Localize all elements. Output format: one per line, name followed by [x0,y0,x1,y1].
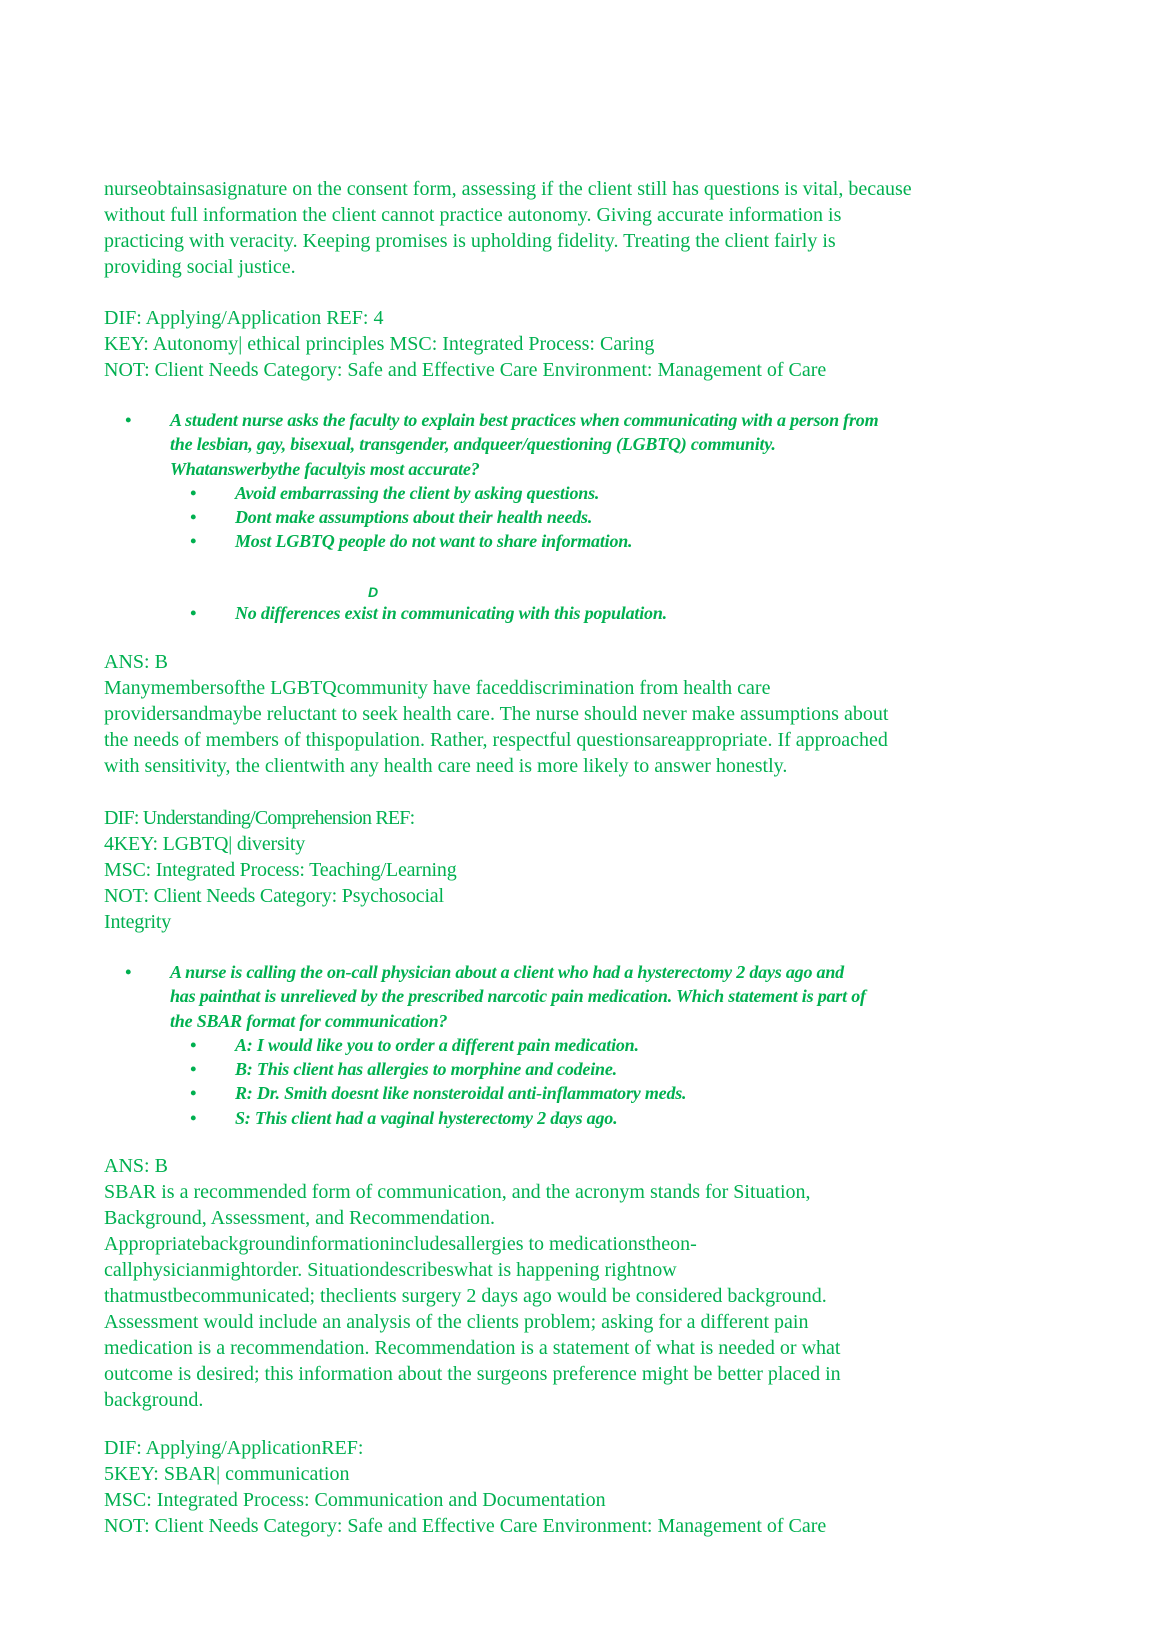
text-line: MSC: Integrated Process: Communication and Documentation [104,1489,606,1511]
text-line: 5KEY: SBAR| communication [104,1463,350,1485]
question-metadata-2 [104,805,457,935]
text-line: DIF: Understanding/Comprehension REF: [104,807,415,829]
question-text: has painthat is unrelieved by the prescribed narcotic pain medication. Which statement is part of [170,986,866,1007]
answer-2 [104,1153,841,1413]
text-line: providing social justice. [104,256,296,278]
bullet: • [190,1059,197,1080]
text-line: MSC: Integrated Process: Teaching/Learning [104,859,457,881]
text-line: Manymembersofthe LGBTQcommunity have faceddiscrimination from health care [104,677,771,699]
option-text: Avoid embarrassing the client by asking questions. [235,482,600,503]
bullet: • [190,1083,197,1104]
bullet: • [190,603,197,623]
text-line: practicing with veracity. Keeping promises is upholding fidelity. Treating the client fairly is [104,230,836,252]
bullet: • [125,962,132,982]
answer-key: ANS: B [104,651,168,673]
option-text: S: This client had a vaginal hysterectomy 2 days ago. [235,1107,618,1128]
option-text: R: Dr. Smith doesnt like nonsteroidal anti-inflammatory meds. [235,1083,687,1104]
bullet: • [190,1107,197,1128]
question-text: the lesbian, gay, bisexual, transgender, andqueer/questioning (LGBTQ) community. [170,434,776,455]
text-line: Background, Assessment, and Recommendation. [104,1207,496,1229]
option-d-label: D [368,584,379,600]
question-text: Whatanswerbythe facultyis most accurate? [170,458,480,479]
text-line: background. [104,1389,204,1411]
bullet: • [190,482,197,503]
text-line: Appropriatebackgroundinformationincludesallergies to medicationstheon- [104,1233,697,1255]
bullet: • [125,410,132,430]
text-line: NOT: Client Needs Category: Safe and Effective Care Environment: Management of Care [104,359,827,381]
question-metadata-1 [104,305,826,383]
bullet: • [190,531,197,552]
question-text: the SBAR format for communication? [170,1010,448,1031]
text-line: Integrity [104,911,172,933]
text-line: nurseobtainsasignature on the consent form, assessing if the client still has questions is vital, because [104,178,912,200]
bullet: • [190,1034,197,1055]
text-line: KEY: Autonomy| ethical principles MSC: Integrated Process: Caring [104,333,655,355]
text-line: DIF: Applying/ApplicationREF: [104,1437,364,1459]
question-text: A nurse is calling the on-call physician about a client who had a hysterectomy 2 days ago and [170,962,844,982]
text-line: Assessment would include an analysis of the clients problem; asking for a different pain [104,1311,809,1333]
text-line: with sensitivity, the clientwith any health care need is more likely to answer honestly. [104,755,788,777]
text-line: providersandmaybe reluctant to seek health care. The nurse should never make assumptions about [104,703,889,725]
text-line: 4KEY: LGBTQ| diversity [104,833,306,855]
rationale-continued [104,176,912,280]
answer-key: ANS: B [104,1155,168,1177]
text-line: NOT: Client Needs Category: Safe and Effective Care Environment: Management of Care [104,1515,827,1537]
text-line: SBAR is a recommended form of communication, and the acronym stands for Situation, [104,1181,811,1203]
option-text: B: This client has allergies to morphine and codeine. [235,1059,617,1080]
text-line: the needs of members of thispopulation. Rather, respectful questionsareappropriate. If approached [104,729,888,751]
text-line: callphysicianmightorder. Situationdescribeswhat is happening rightnow [104,1259,677,1281]
text-line: thatmustbecommunicated; theclients surgery 2 days ago would be considered background. [104,1285,827,1307]
text-line: DIF: Applying/Application REF: 4 [104,307,384,329]
text-line: NOT: Client Needs Category: Psychosocial [104,885,444,907]
text-line: medication is a recommendation. Recommendation is a statement of what is needed or what [104,1337,841,1359]
option-text: No differences exist in communicating with this population. [235,603,667,623]
option-text: Most LGBTQ people do not want to share information. [235,531,633,552]
answer-1 [104,649,888,779]
option-text: Dont make assumptions about their health needs. [235,507,593,528]
text-line: outcome is desired; this information about the surgeons preference might be better placed in [104,1363,841,1385]
option-text: A: I would like you to order a different pain medication. [235,1034,639,1055]
text-line: without full information the client cannot practice autonomy. Giving accurate information is [104,204,842,226]
question-text: A student nurse asks the faculty to explain best practices when communicating with a person from [170,410,879,430]
bullet: • [190,507,197,528]
question-metadata-3 [104,1435,826,1539]
